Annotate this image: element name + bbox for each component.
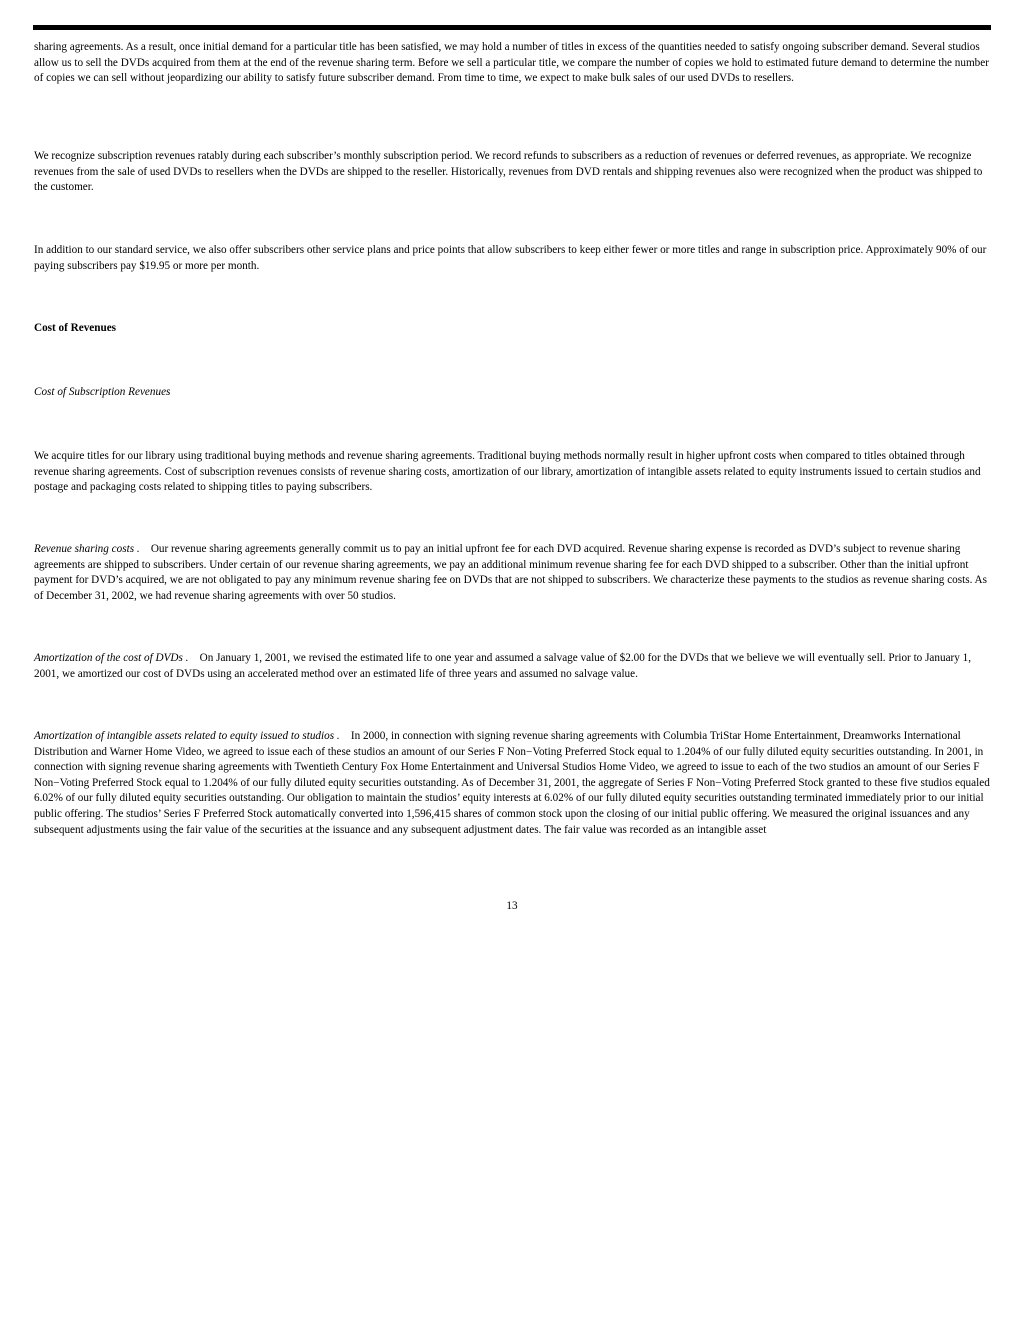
subheading-text: Cost of Subscription Revenues xyxy=(34,386,171,398)
paragraph-text: We recognize subscription revenues ratably during each subscriber’s monthly subscription period. We record refunds to subscribers as a reduction of revenues or deferred revenues, as appropriate. We recognize revenues from the sale of used DVDs to resellers when the DVDs are shipped to the reseller. Historically, revenues from DVD rentals and shipping revenues also were recognized when the product was shipped to the customer. xyxy=(34,150,983,194)
top-horizontal-rule xyxy=(33,25,991,30)
heading-cost-of-revenues xyxy=(34,321,992,337)
page-number-text: 13 xyxy=(506,900,518,912)
paragraph-amortization-dvds xyxy=(34,651,992,682)
paragraph-text: We acquire titles for our library using traditional buying methods and revenue sharing agreements. Traditional buying methods normally result in higher upfront costs when compared to titles obtained through revenue sharing agreements. Cost of subscription revenues consists of revenue sharing costs, amortization of our library, amortization of intangible assets related to equity instruments issued to certain studios and postage and packaging costs related to shipping titles to paying subscribers. xyxy=(34,450,981,494)
paragraph-amortization-intangible-assets xyxy=(34,729,992,838)
paragraph-text: In 2000, in connection with signing revenue sharing agreements with Columbia TriStar Home Entertainment, Dreamworks International Distribution and Warner Home Video, we agreed to issue each of these studios an amount of our Series F Non−Voting Preferred Stock equal to 1.204% of our fully diluted equity securities outstanding. In 2001, in connection with signing revenue sharing agreements with Twentieth Century Fox Home Entertainment and Universal Studios Home Video, we agreed to issue to each of the two studios an amount of our Series F Non−Voting Preferred Stock equal to 1.204% of our fully diluted equity securities outstanding. As of December 31, 2001, the aggregate of Series F Non−Voting Preferred Stock granted to these five studios equaled 6.02% of our fully diluted equity securities outstanding. Our obligation to maintain the studios’ equity interests at 6.02% of our fully diluted equity securities outstanding terminated immediately prior to our initial public offering. The studios’ Series F Preferred Stock automatically converted into 1,596,415 shares of common stock upon the closing of our initial public offering. We measured the original issuances and any subsequent adjustments using the fair value of the securities at the issuance and any subsequent adjustment dates. The fair value was recorded as an intangible asset xyxy=(34,730,990,836)
paragraph-service-plans xyxy=(34,243,992,274)
paragraph-lead-in: Revenue sharing costs . xyxy=(34,543,140,555)
paragraph-text: Our revenue sharing agreements generally commit us to pay an initial upfront fee for each DVD acquired. Revenue sharing expense is recorded as DVD’s subject to revenue sharing agreements are shipped to subscribers. Under certain of our revenue sharing agreements, we pay an additional minimum revenue sharing fee for each DVD shipped to a subscriber. Other than the initial upfront payment for DVD’s acquired, we are not obligated to pay any minimum revenue sharing fee on DVDs that are not shipped to subscribers. We characterize these payments to the studios as revenue sharing costs. As of December 31, 2002, we had revenue sharing agreements with over 50 studios. xyxy=(34,543,987,602)
paragraph-title-acquisition xyxy=(34,449,992,496)
heading-text: Cost of Revenues xyxy=(34,322,117,334)
subheading-cost-of-subscription-revenues xyxy=(34,385,992,401)
paragraph-lead-in: Amortization of intangible assets related to equity issued to studios . xyxy=(34,730,340,742)
paragraph-text: In addition to our standard service, we also offer subscribers other service plans and price points that allow subscribers to keep either fewer or more titles and range in subscription price. Approximately 90% of our paying subscribers pay $19.95 or more per month. xyxy=(34,244,987,272)
paragraph-text: sharing agreements. As a result, once initial demand for a particular title has been satisfied, we may hold a number of titles in excess of the quantities needed to satisfy ongoing subscriber demand. Several studios allow us to sell the DVDs acquired from them at the end of the revenue sharing term. Before we sell a particular title, we compare the number of copies we hold to estimated future demand to determine the number of copies we can sell without jeopardizing our ability to satisfy future subscriber demand. From time to time, we expect to make bulk sales of our used DVDs to resellers. xyxy=(34,41,989,85)
paragraph-used-dvd-sales xyxy=(34,40,992,87)
paragraph-text: On January 1, 2001, we revised the estimated life to one year and assumed a salvage value of $2.00 for the DVDs that we believe we will eventually sell. Prior to January 1, 2001, we amortized our cost of DVDs using an accelerated method over an estimated life of three years and assumed no salvage value. xyxy=(34,652,972,680)
paragraph-revenue-sharing-costs xyxy=(34,542,992,604)
page-number xyxy=(0,900,1024,912)
paragraph-lead-in: Amortization of the cost of DVDs . xyxy=(34,652,189,664)
paragraph-revenue-recognition xyxy=(34,149,992,196)
